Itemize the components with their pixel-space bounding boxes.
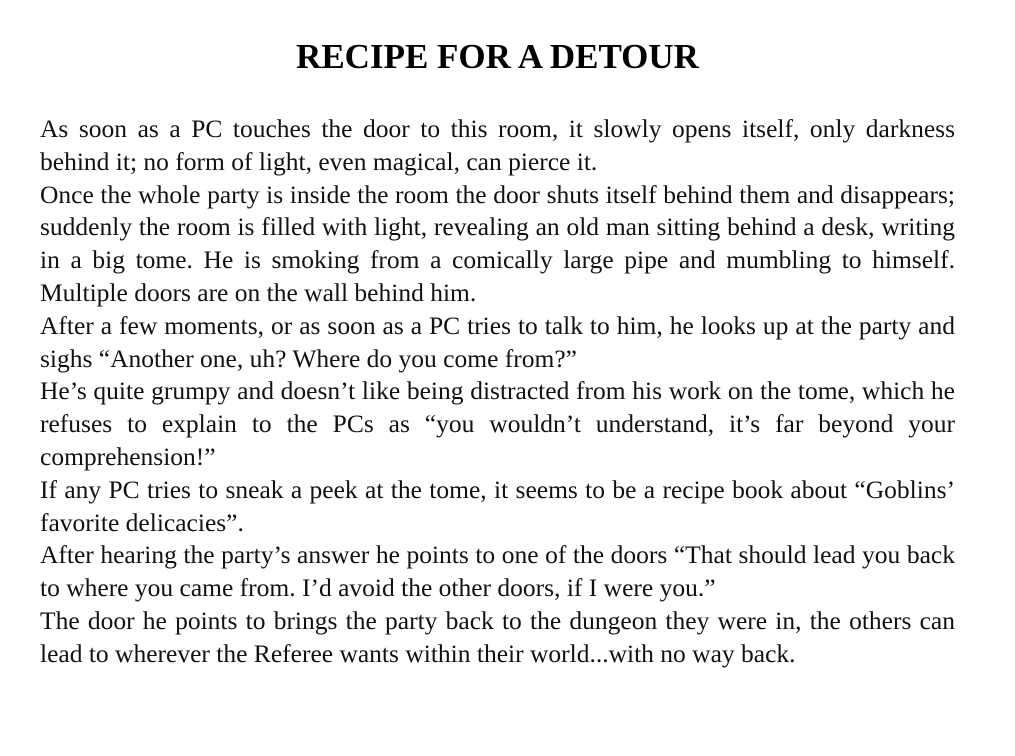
paragraph-door-choice: After hearing the party’s answer he points to one of the doors “That should lead you back to where you came from. I’d avoid the other doors, if I were you.” — [40, 540, 955, 603]
paragraph-old-man: Once the whole party is inside the room the door shuts itself behind them and disappears; suddenly the room is filled with light, revealing an old man sitting behind a desk, writing in a big tome. He is smoking from a comically large pipe and mumbling to himself. Multiple doors are on the wall behind him. — [40, 179, 955, 307]
document-body — [40, 113, 955, 671]
page-title: RECIPE FOR A DETOUR — [296, 37, 699, 76]
paragraph-tome-peek: If any PC tries to sneak a peek at the tome, it seems to be a recipe book about “Goblins’ favorite delicacies”. — [40, 474, 955, 537]
paragraph-grumpy: He’s quite grumpy and doesn’t like being distracted from his work on the tome, which he refuses to explain to the PCs as “you wouldn’t understand, it’s far beyond your comprehension!” — [40, 376, 955, 471]
paragraph-door-opens: As soon as a PC touches the door to this room, it slowly opens itself, only darkness behind it; no form of light, even magical, can pierce it. — [40, 114, 955, 176]
paragraph-greeting: After a few moments, or as soon as a PC tries to talk to him, he looks up at the party and sighs “Another one, uh? Where do you come from?” — [40, 310, 955, 373]
paragraph-other-doors: The door he points to brings the party back to the dungeon they were in, the others can lead to wherever the Referee wants within their world...with no way back. — [40, 605, 955, 668]
